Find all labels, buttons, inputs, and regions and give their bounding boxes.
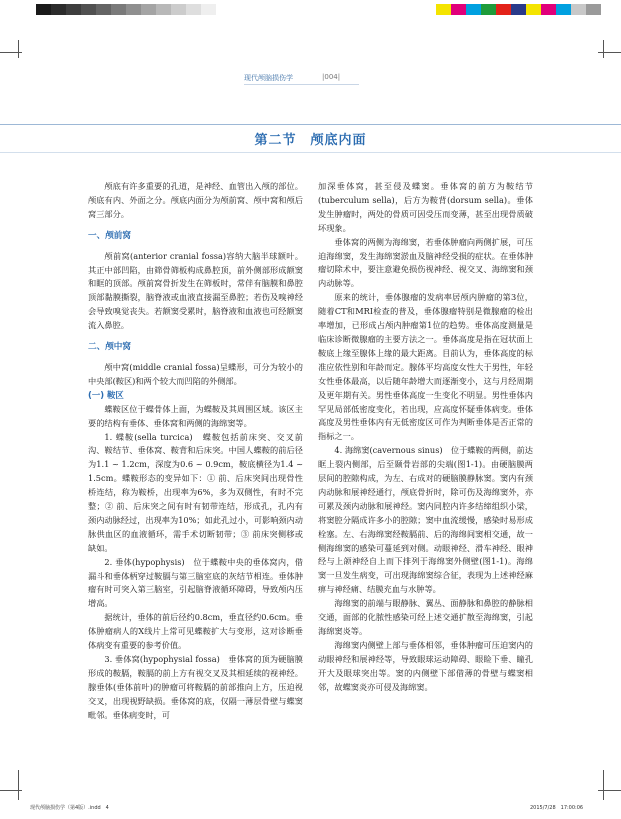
- calibration-swatch: [571, 4, 586, 15]
- journal-title: 现代颅脑损伤学: [244, 74, 293, 82]
- header-rule: [244, 84, 359, 85]
- calibration-swatch: [186, 4, 201, 15]
- paragraph: 颅中窝(middle cranial fossa)呈蝶形，可分为较小的中央部(鞍区)和两个较大而凹陷的外侧部。: [88, 361, 303, 386]
- calibration-swatch: [556, 4, 571, 15]
- crop-mark: [603, 40, 604, 58]
- grayscale-calibration-bar: [36, 4, 216, 15]
- paragraph: 海绵窦内侧壁上部与垂体相邻，垂体肿瘤可压迫窦内的动眼神经和展神经等，导致眼球运动障碍、眼睑下垂、瞳孔开大及眼球突出等。窦的内侧壁下部借薄的骨壁与蝶窦相邻，故蝶窦炎亦可侵及海绵窦。: [318, 639, 533, 692]
- title-rule-bottom: [0, 152, 621, 153]
- calibration-swatch: [171, 4, 186, 15]
- calibration-swatch: [496, 4, 511, 15]
- crop-mark: [603, 770, 604, 800]
- calibration-swatch: [66, 4, 81, 15]
- calibration-swatch: [201, 4, 216, 15]
- paragraph: 垂体窝的两侧为海绵窦，若垂体肿瘤向两侧扩展，可压迫海绵窦，发生海绵窦淤血及脑神经受损的症状。在垂体肿瘤切除术中，要注意避免损伤视神经、视交叉、海绵窦和颈内动脉等。: [318, 236, 533, 289]
- color-calibration-bar: [436, 4, 601, 15]
- paragraph: 加深垂体窝，甚至侵及蝶窦。垂体窝的前方为鞍结节(tuberculum sella)，后方为鞍背(dorsum sella)。垂体发生肿瘤时，两处的骨质可因受压而变薄，甚至出现骨质破坏现象。: [318, 181, 533, 233]
- subsection-heading: 二、颅中窝: [88, 342, 131, 353]
- calibration-swatch: [36, 4, 51, 15]
- crop-mark: [598, 52, 621, 53]
- title-rule-top: [0, 124, 621, 125]
- paragraph: 3. 垂体窝(hypophysial fossa) 垂体窝的顶为硬脑膜形成的鞍膈，鞍膈的前上方有视交叉及其相延续的视神经。腺垂体(垂体前叶)的肿瘤可将鞍膈的前部推向上方，压迫视交叉，出现视野缺损。垂体窝的底，仅隔一薄层骨壁与蝶窦毗邻。垂体病变时，可: [88, 654, 303, 720]
- paragraph: 海绵窦的前端与眼静脉、翼丛、面静脉和鼻腔的静脉相交通，面部的化脓性感染可经上述交通扩散至海绵窦，引起海绵窦炎等。: [318, 598, 533, 636]
- calibration-swatch: [96, 4, 111, 15]
- crop-mark: [0, 52, 22, 53]
- calibration-swatch: [51, 4, 66, 15]
- paragraph: 据统计，垂体的前后径约0.8cm，垂直径约0.6cm。垂体肿瘤病人的X线片上常可见蝶鞍扩大与变形，这对诊断垂体病变有重要的参考价值。: [88, 612, 303, 651]
- calibration-swatch: [586, 4, 601, 15]
- calibration-swatch: [436, 4, 451, 15]
- page-number: |004|: [322, 73, 341, 81]
- crop-mark: [598, 790, 621, 791]
- print-slug-left: 现代颅脑损伤学（第4版）.indd 4: [30, 805, 109, 811]
- calibration-swatch: [126, 4, 141, 15]
- calibration-swatch: [526, 4, 541, 15]
- right-column: [318, 180, 533, 695]
- paragraph: 4. 海绵窦(cavernous sinus) 位于蝶鞍的两侧，前达眶上裂内侧部，后至颞骨岩部的尖端(图1-1)。由硬脑膜两层间的腔隙构成，为左、右成对的硬脑膜静脉窦。窦内有颈内动脉和展神经通行，颅底骨折时，除可伤及海绵窦外，亦可累及颈内动脉和展神经。窦内同腔内许多结缔组织小梁，将窦腔分隔成许多小的腔隙；窦中血流缓慢，感染时易形成栓塞。左、右海绵窦经鞍膈前、后的海绵间窦相交通，故一侧海绵窦的感染可蔓延到对侧。动眼神经、滑车神经、眼神经与上颌神经自上而下排列于海绵窦外侧壁(图1-1)。海绵窦一旦发生病变，可出现海绵窦综合征，表现为上述神经麻痹与神经痛、结膜充血与水肿等。: [318, 445, 533, 595]
- calibration-swatch: [111, 4, 126, 15]
- crop-mark: [18, 770, 19, 800]
- crop-mark: [18, 40, 19, 58]
- calibration-swatch: [466, 4, 481, 15]
- paragraph: 蝶鞍区位于蝶骨体上面，为蝶鞍及其周围区域。该区主要的结构有垂体、垂体窝和两侧的海绵窦等。: [88, 403, 303, 428]
- calibration-swatch: [141, 4, 156, 15]
- subsection-subheading: (一) 鞍区: [88, 389, 124, 400]
- calibration-swatch: [541, 4, 556, 15]
- paragraph: 颅底有许多重要的孔道，是神经、血管出入颅的部位。颅底有内、外面之分。颅底内面分为颅前窝、颅中窝和颅后窝三部分。: [88, 181, 303, 219]
- calibration-swatch: [81, 4, 96, 15]
- print-slug-right: 2015/7/28 17:00:06: [530, 805, 584, 811]
- paragraph: 1. 蝶鞍(sella turcica) 蝶鞍包括前床突、交叉前沟、鞍结节、垂体窝、鞍背和后床突。中国人蝶鞍的前后径为1.1 ~ 1.2cm，深度为0.6 ~ 0.9cm，鞍底横径为1.4 ~ 1.5cm。蝶鞍形态的变异如下：① 前、后床突间出现骨性桥连结，称为鞍桥，出现率为6%，多为双侧性，有时不完整；② 前、后床突之间有时有韧带连结，形成孔，孔内有颈内动脉经过，出现率为10%；如此孔过小，可影响颈内动脉供血区的血液循环，需手术切断韧带；③ 前床突侧移或缺如。: [88, 431, 303, 553]
- paragraph: 原来的统计，垂体腺瘤的发病率居颅内肿瘤的第3位，随着CT和MRI检查的普及，垂体腺瘤特别是微腺瘤的检出率增加，已形成占颅内肿瘤第1位的趋势。垂体高度测量是临床诊断微腺瘤的主要方法之一。垂体高度是指在冠状面上鞍底上缘至腺体上缘的最大距离。目前认为，垂体高度的标准应依性别和年龄而定。腺体平均高度女性大于男性，年轻女性垂体最高，以后随年龄增大而逐渐变小，这与月经周期及更年期有关。男性垂体高度一生变化不明显。男性垂体内罕见局部低密度变化，若出现，应高度怀疑垂体病变。垂体高度及男性垂体内有无低密度区可作为判断垂体是否正常的指标之一。: [318, 292, 533, 442]
- calibration-swatch: [156, 4, 171, 15]
- section-title: 第二节 颅底内面: [254, 133, 367, 148]
- calibration-swatch: [451, 4, 466, 15]
- calibration-swatch: [481, 4, 496, 15]
- calibration-swatch: [511, 4, 526, 15]
- left-column: [88, 180, 303, 723]
- paragraph: 2. 垂体(hypophysis) 位于蝶鞍中央的垂体窝内，借漏斗和垂体柄穿过鞍膈与第三脑室底的灰结节相连。垂体肿瘤有时可突入第三脑室，引起脑脊液循环障碍，导致颅内压增高。: [88, 556, 303, 609]
- subsection-heading: 一、颅前窝: [88, 230, 131, 241]
- crop-mark: [0, 790, 22, 791]
- paragraph: 颅前窝(anterior cranial fossa)容纳大脑半球额叶。其正中部凹陷，由筛骨筛板构成鼻腔顶，前外侧部形成额窦和眶的顶部。颅前窝骨折发生在筛板时，常伴有脑膜和鼻腔顶部黏膜撕裂，脑脊液或血液直接漏至鼻腔；若伤及嗅神经会导致嗅觉丧失。若额窦受累时，脑脊液和血液也可经额窦流入鼻腔。: [88, 250, 303, 331]
